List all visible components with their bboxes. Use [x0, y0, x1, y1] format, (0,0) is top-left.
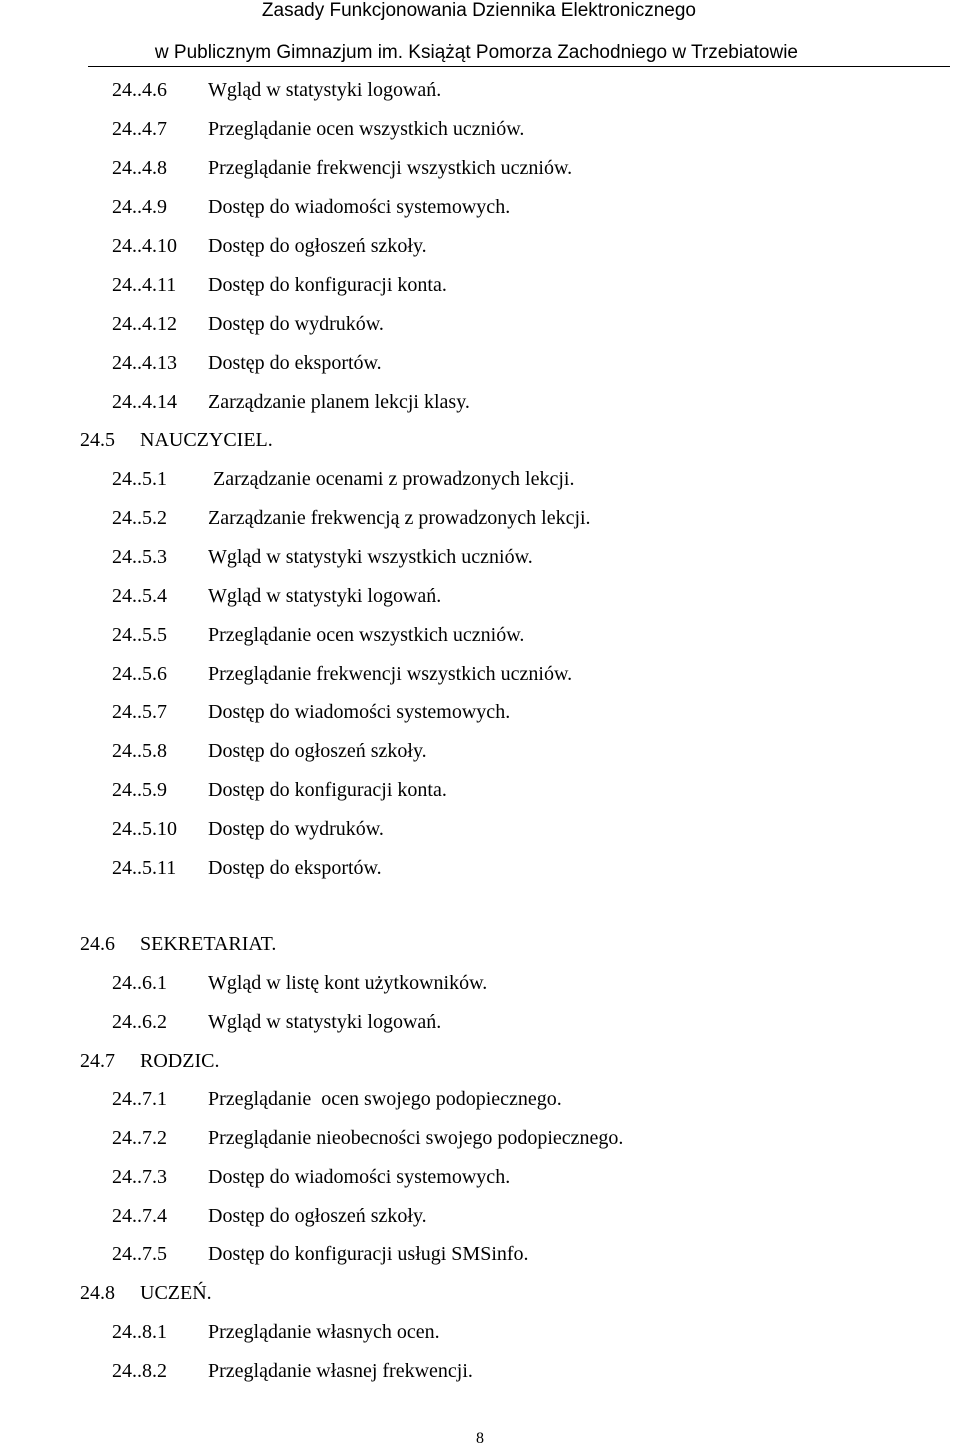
item-number: 24..5.6 [112, 663, 167, 685]
item-number: 24..5.11 [112, 857, 177, 879]
item-text: Dostęp do wydruków. [208, 313, 384, 335]
item-text: Dostęp do eksportów. [208, 352, 382, 374]
item-number: 24..5.10 [112, 818, 177, 840]
item-text: Dostęp do eksportów. [208, 857, 382, 879]
item-number: 24..4.13 [112, 352, 177, 374]
item-text: Wgląd w listę kont użytkowników. [208, 972, 488, 994]
item-text: Zarządzanie planem lekcji klasy. [208, 391, 470, 413]
page-number: 8 [476, 1430, 484, 1447]
section-title: SEKRETARIAT. [140, 933, 277, 955]
item-number: 24..4.11 [112, 274, 177, 296]
item-number: 24..4.6 [112, 79, 167, 101]
item-text: Dostęp do konfiguracji konta. [208, 779, 447, 801]
item-text: Przeglądanie ocen wszystkich uczniów. [208, 118, 525, 140]
item-number: 24..5.4 [112, 585, 167, 607]
item-text: Przeglądanie własnych ocen. [208, 1321, 440, 1343]
section-number: 24.7 [80, 1050, 115, 1072]
item-text: Zarządzanie frekwencją z prowadzonych lekcji. [208, 507, 591, 529]
item-number: 24..8.2 [112, 1360, 167, 1382]
item-number: 24..5.8 [112, 740, 167, 762]
item-text: Dostęp do wydruków. [208, 818, 384, 840]
item-text: Przeglądanie nieobecności swojego podopiecznego. [208, 1127, 624, 1149]
item-text: Wgląd w statystyki wszystkich uczniów. [208, 546, 533, 568]
section-title: RODZIC. [140, 1050, 220, 1072]
item-number: 24..4.8 [112, 157, 167, 179]
section-number: 24.6 [80, 933, 115, 955]
item-text: Przeglądanie frekwencji wszystkich uczniów. [208, 663, 573, 685]
item-number: 24..7.2 [112, 1127, 167, 1149]
item-number: 24..7.5 [112, 1243, 167, 1265]
running-header-title: Zasady Funkcjonowania Dziennika Elektronicznego [261, 0, 696, 21]
section-title: UCZEŃ. [140, 1282, 212, 1304]
item-number: 24..7.4 [112, 1205, 167, 1227]
item-text: Przeglądanie ocen wszystkich uczniów. [208, 624, 525, 646]
item-text: Dostęp do wiadomości systemowych. [208, 701, 511, 723]
item-text: Dostęp do konfiguracji konta. [208, 274, 447, 296]
item-text: Dostęp do wiadomości systemowych. [208, 1166, 511, 1188]
section-number: 24.5 [80, 429, 115, 451]
running-header-subtitle: w Publicznym Gimnazjum im. Książąt Pomorza Zachodniego w Trzebiatowie [154, 42, 798, 63]
item-text: Dostęp do ogłoszeń szkoły. [208, 1205, 427, 1227]
item-number: 24..7.1 [112, 1088, 167, 1110]
item-text: Wgląd w statystyki logowań. [208, 585, 442, 607]
item-text: Dostęp do konfiguracji usługi SMSinfo. [208, 1243, 529, 1265]
item-number: 24..4.14 [112, 391, 177, 413]
item-number: 24..6.1 [112, 972, 167, 994]
item-text: Wgląd w statystyki logowań. [208, 1011, 442, 1033]
item-text: Dostęp do wiadomości systemowych. [208, 196, 511, 218]
section-title: NAUCZYCIEL. [140, 429, 273, 451]
item-number: 24..5.7 [112, 701, 167, 723]
item-number: 24..6.2 [112, 1011, 167, 1033]
item-text: Przeglądanie własnej frekwencji. [208, 1360, 473, 1382]
item-number: 24..5.3 [112, 546, 167, 568]
item-text: Dostęp do ogłoszeń szkoły. [208, 235, 427, 257]
item-number: 24..8.1 [112, 1321, 167, 1343]
item-number: 24..5.1 [112, 468, 167, 490]
header-rule [88, 66, 950, 67]
item-number: 24..4.9 [112, 196, 167, 218]
item-number: 24..4.12 [112, 313, 177, 335]
item-number: 24..5.2 [112, 507, 167, 529]
item-number: 24..4.7 [112, 118, 167, 140]
item-text: Przeglądanie ocen swojego podopiecznego. [208, 1088, 562, 1110]
item-text: Wgląd w statystyki logowań. [208, 79, 442, 101]
item-text: Dostęp do ogłoszeń szkoły. [208, 740, 427, 762]
item-text: Przeglądanie frekwencji wszystkich uczniów. [208, 157, 573, 179]
item-number: 24..5.9 [112, 779, 167, 801]
item-number: 24..4.10 [112, 235, 177, 257]
item-number: 24..5.5 [112, 624, 167, 646]
section-number: 24.8 [80, 1282, 115, 1304]
item-number: 24..7.3 [112, 1166, 167, 1188]
item-text: Zarządzanie ocenami z prowadzonych lekcji. [208, 468, 575, 490]
